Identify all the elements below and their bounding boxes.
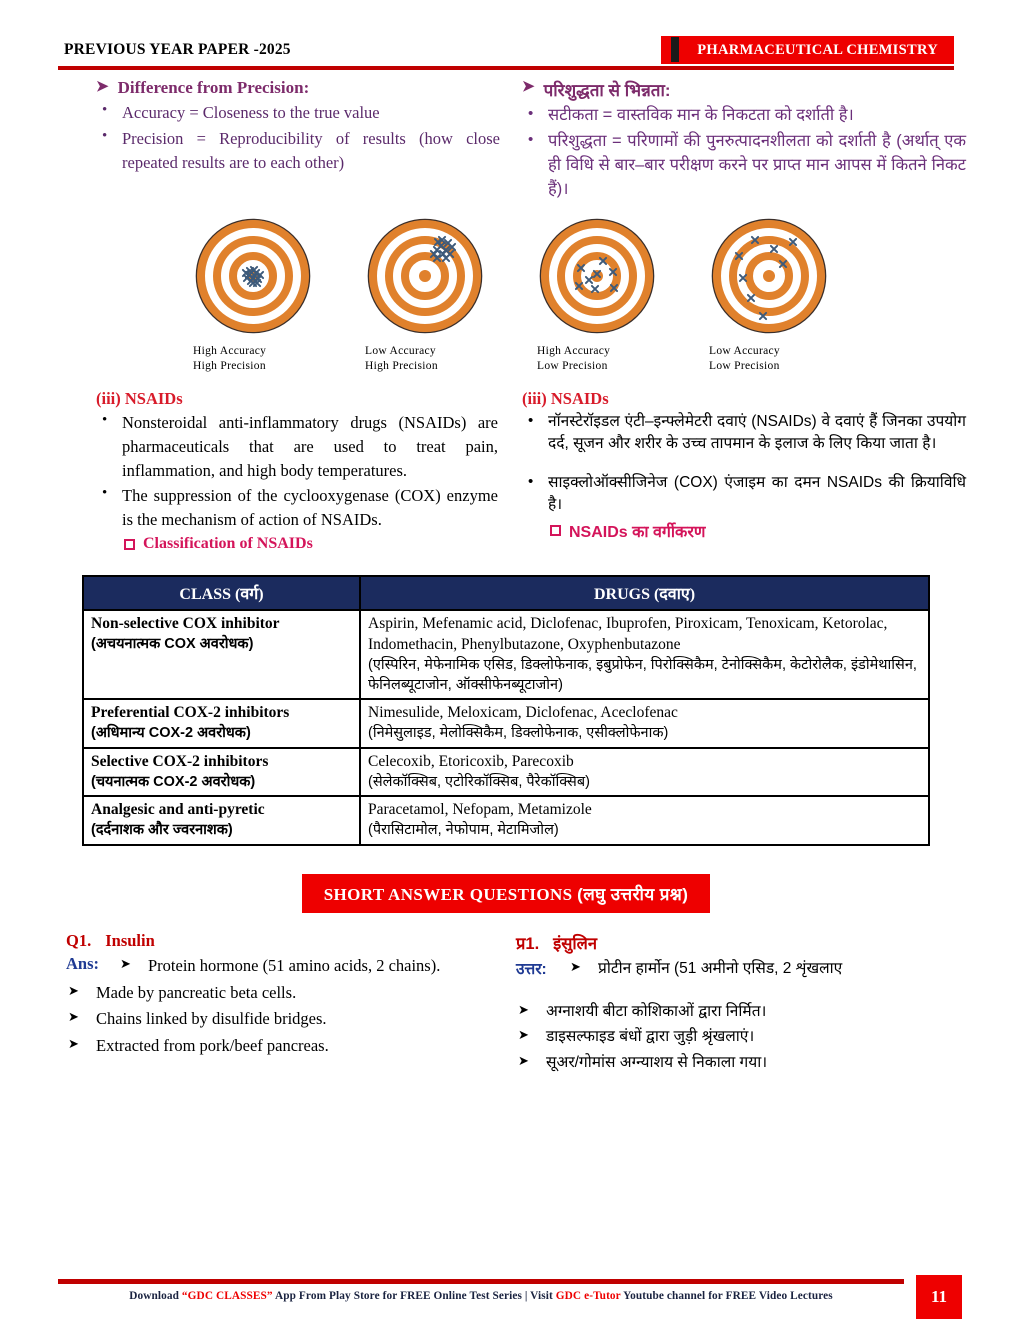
list-item: ➤ Chains linked by disulfide bridges. (66, 1007, 498, 1032)
footer-text-part3: Youtube channel for FREE Video Lectures (620, 1290, 833, 1302)
precision-hindi-column (506, 78, 976, 204)
column-header-drugs: DRUGS (दवाए) (360, 576, 929, 610)
question-answer-section (36, 931, 976, 1076)
list-item: • Precision = Reproducibility of results (how close repeated results are to each other) (96, 127, 500, 175)
footer-brand-gdc-etutor: GDC e-Tutor (555, 1290, 621, 1302)
qa-english-column (36, 931, 506, 1076)
subject-badge (661, 36, 954, 64)
page-footer (58, 1279, 962, 1306)
cell-drugs-en: Nimesulide, Meloxicam, Diclofenac, Aceclofenac (368, 704, 678, 722)
target-caption (521, 344, 673, 375)
list-item: • नॉनस्टेरॉइडल एंटी–इन्फ्लेमेटरी दवाएं (NSAIDs) वे दवाएं हैं जिनका उपयोग दर्द, सूजन और शरीर के उच्च तापमान के इलाज के लिए किया जाता है। (522, 411, 966, 456)
cell-class (83, 699, 360, 747)
target-caption (177, 344, 329, 375)
qa-hindi-column (506, 931, 976, 1076)
checkbox-square-icon (124, 539, 135, 550)
precision-en-heading (96, 78, 500, 98)
cell-class-hi: (चयनात्मक COX-2 अवरोधक) (91, 773, 256, 790)
question-number: प्र1. (516, 934, 540, 953)
list-item: • The suppression of the cyclooxygenase (COX) enzyme is the mechanism of action of NSAIDs. (96, 484, 498, 532)
list-item: • Nonsteroidal anti-inflammatory drugs (NSAIDs) are pharmaceuticals that are used to treat pain, inflammation, and high body temperatures. (96, 411, 498, 483)
list-item: • परिशुद्धता = परिणामों की पुनरुत्पादनशीलता को दर्शाती है (अर्थात् एक ही विधि से बार–बार परीक्षण करने पर प्राप्त मान आपस में कितने निकट हैं)। (522, 130, 966, 202)
footer-brand-gdc-classes: “GDC CLASSES” (181, 1290, 273, 1302)
table-row (83, 610, 929, 699)
precision-hi-heading-label: परिशुद्धता से भिन्नता: (543, 81, 671, 100)
nsaids-hi-list (522, 411, 966, 517)
list-item: • सटीकता = वास्तविक मान के निकटता को दर्शाती है। (522, 104, 966, 128)
arrow-bullet-icon: ➤ (96, 79, 109, 95)
list-item: ➤ प्रोटीन हार्मोन (51 अमीनो एसिड, 2 शृंखलाए (568, 957, 968, 980)
cell-drugs (360, 699, 929, 747)
target-caption-precision: Low Precision (709, 360, 780, 373)
page-number-badge: 11 (916, 1275, 962, 1319)
precision-section (36, 78, 976, 204)
nsaids-english-column (36, 389, 506, 554)
nsaids-classification-table (82, 575, 930, 845)
bullseye-icon (195, 218, 311, 334)
checkbox-square-icon (550, 525, 561, 536)
table-row (83, 748, 929, 796)
footer-text-part1: Download (129, 1290, 182, 1302)
nsaids-en-classification-label: Classification of NSAIDs (143, 535, 313, 553)
cell-drugs-en: Aspirin, Mefenamic acid, Diclofenac, Ibuprofen, Piroxicam, Tenoxicam, Ketorolac, Indomethacin, Phenylbutazone, Oxyphenbutazone (368, 615, 888, 654)
target-caption-accuracy: Low Accuracy (709, 344, 780, 357)
nsaids-hi-classification-heading (522, 520, 966, 542)
cell-drugs (360, 796, 929, 844)
footer-text-part2: App From Play Store for FREE Online Test Series | Visit (272, 1290, 556, 1302)
target-caption-precision: High Precision (193, 360, 266, 373)
arrow-bullet-icon: ➤ (522, 78, 535, 95)
bullseye-icon (539, 218, 655, 334)
list-item: ➤ सूअर/गोमांस अग्न्याशय से निकाला गया। (516, 1051, 968, 1074)
nsaids-section (36, 389, 976, 554)
banner-label-hi: (लघु उत्तरीय प्रश्न) (577, 884, 689, 904)
answer-label: Ans: (66, 953, 100, 973)
cell-class-en: Selective COX-2 inhibitors (91, 752, 269, 770)
list-item: ➤ डाइसल्फाइड बंधों द्वारा जुड़ी श्रृंखलाएं। (516, 1025, 968, 1048)
precision-english-column (36, 78, 506, 204)
cell-drugs-hi: (पैरासिटामोल, नेफोपाम, मेटामिजोल) (368, 822, 559, 839)
list-item: • साइक्लोऑक्सीजिनेज (COX) एंजाइम का दमन NSAIDs की क्रियाविधि है। (522, 472, 966, 517)
target-caption-accuracy: High Accuracy (193, 344, 267, 357)
question-line-en (66, 931, 498, 951)
list-item: ➤ Protein hormone (51 amino acids, 2 chains). (118, 954, 498, 979)
cell-drugs (360, 748, 929, 796)
precision-hi-heading (522, 78, 966, 101)
nsaids-hi-heading: (iii) NSAIDs (522, 388, 609, 408)
badge-tick-mark (671, 37, 679, 62)
answer-points-list-hi (516, 1000, 968, 1074)
target-caption-precision: Low Precision (537, 360, 608, 373)
bullseye-icon (711, 218, 827, 334)
question-line-hi (516, 931, 968, 954)
question-number: Q1. (66, 930, 92, 950)
target-diagram-4 (693, 218, 845, 375)
header-divider (58, 66, 954, 70)
banner-label-en: SHORT ANSWER QUESTIONS (323, 884, 578, 904)
document-page (0, 38, 1012, 1336)
precision-en-list (96, 101, 500, 175)
cell-drugs-hi: (सेलेकॉक्सिब, एटोरिकॉक्सिब, पैरेकॉक्सिब) (368, 773, 590, 790)
subject-badge-label: PHARMACEUTICAL CHEMISTRY (697, 41, 938, 58)
bullseye-icon (367, 218, 483, 334)
precision-en-heading-label: Difference from Precision: (117, 78, 310, 97)
cell-drugs-hi: (एस्पिरिन, मेफेनामिक एसिड, डिक्लोफेनाक, इबुप्रोफेन, पिरोक्सिकैम, टेनोक्सिकैम, केटोरोलैक, इंडोमेथासिन, फेनिलब्यूटाजोन, ऑक्सीफेनब्यूटाजोन) (368, 657, 917, 693)
page-header (58, 38, 954, 72)
short-answer-banner-wrap (0, 874, 1012, 913)
target-caption (693, 344, 845, 375)
target-caption-precision: High Precision (365, 360, 438, 373)
nsaids-hi-classification-label: NSAIDs का वर्गीकरण (569, 523, 706, 541)
target-diagram-1 (177, 218, 329, 375)
cell-class (83, 796, 360, 844)
footer-promo-text (58, 1290, 904, 1302)
target-diagram-2 (349, 218, 501, 375)
short-answer-banner (302, 874, 711, 913)
answer-first-point-list-en (118, 954, 498, 981)
answer-label: उत्तर: (516, 960, 547, 978)
cell-class-en: Non-selective COX inhibitor (91, 615, 280, 633)
footer-divider (58, 1279, 904, 1284)
cell-drugs-en: Paracetamol, Nefopam, Metamizole (368, 801, 592, 819)
answer-row-hi (516, 957, 968, 982)
cell-drugs-en: Celecoxib, Etoricoxib, Parecoxib (368, 752, 574, 770)
answer-row-en (66, 954, 498, 981)
cell-class-en: Preferential COX-2 inhibitors (91, 704, 290, 722)
cell-class-en: Analgesic and anti-pyretic (91, 801, 265, 819)
nsaids-en-classification-heading (96, 535, 498, 553)
answer-first-point-list-hi (568, 957, 968, 982)
list-item: ➤ Made by pancreatic beta cells. (66, 981, 498, 1006)
question-text: Insulin (105, 930, 155, 950)
precision-hi-list (522, 104, 966, 202)
table-row (83, 796, 929, 844)
table-row (83, 699, 929, 747)
target-diagram-3 (521, 218, 673, 375)
answer-points-list-en (66, 981, 498, 1059)
question-text: इंसुलिन (553, 934, 598, 953)
table-header-row (83, 576, 929, 610)
page-header-title: PREVIOUS YEAR PAPER -2025 (64, 41, 291, 58)
cell-drugs (360, 610, 929, 699)
list-item: ➤ अग्नाशयी बीटा कोशिकाओं द्वारा निर्मित। (516, 1000, 968, 1023)
column-header-class: CLASS (वर्ग) (83, 576, 360, 610)
cell-class (83, 610, 360, 699)
cell-class-hi: (अधिमान्य COX-2 अवरोधक) (91, 725, 251, 742)
cell-class-hi: (दर्दनाशक और ज्वरनाशक) (91, 822, 233, 839)
cell-class (83, 748, 360, 796)
target-caption-accuracy: Low Accuracy (365, 344, 436, 357)
list-item: • Accuracy = Closeness to the true value (96, 101, 500, 125)
nsaids-en-heading: (iii) NSAIDs (96, 388, 183, 408)
nsaids-hindi-column (506, 389, 976, 554)
nsaids-en-list (96, 411, 498, 533)
accuracy-precision-target-diagrams (0, 218, 1012, 375)
target-caption (349, 344, 501, 375)
cell-drugs-hi: (निमेसुलाइड, मेलोक्सिकैम, डिक्लोफेनाक, एसीक्लोफेनाक) (368, 725, 669, 742)
cell-class-hi: (अचयनात्मक COX अवरोधक) (91, 636, 254, 653)
list-item: ➤ Extracted from pork/beef pancreas. (66, 1034, 498, 1059)
target-caption-accuracy: High Accuracy (537, 344, 611, 357)
